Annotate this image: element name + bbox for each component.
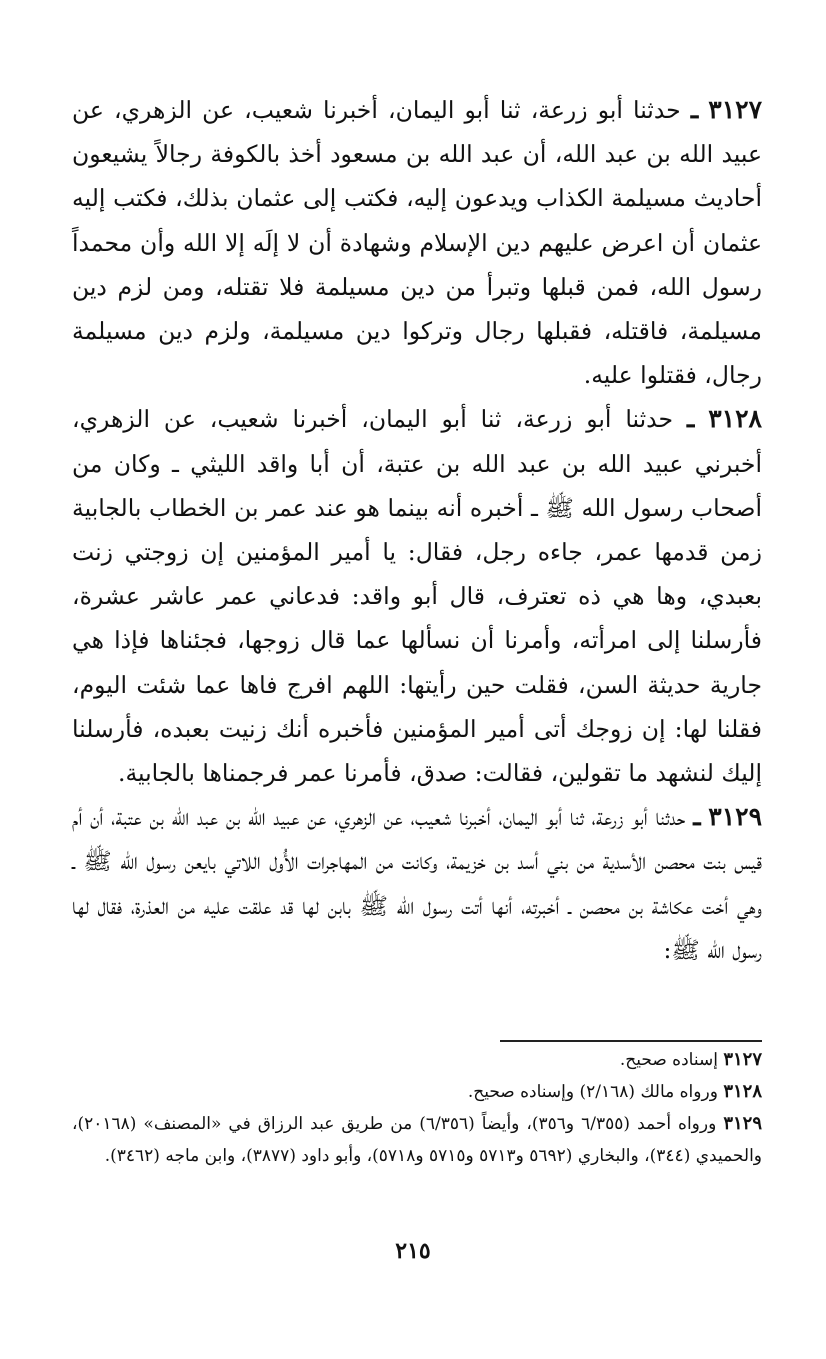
hadith-number: ٣١٢٧ [708,95,762,124]
page-number: ٢١٥ [395,1238,431,1264]
hadith-dash: ـ [693,802,701,832]
footnote-number: ٣١٢٩ [723,1113,763,1134]
footnote-text: ورواه أحمد (٦/٣٥٥ و٣٥٦)، وأيضاً (٦/٣٥٦) من طريق عبد الرزاق في «المصنف» (٢٠١٦٨)، والحميدي (٣٤٤)، والبخاري (٥٦٩٢ و٥٧١٣ و٥٧١٥ و٥٧١٨)، وأبو داود (٣٨٧٧)، وابن ماجه (٣٤٦٢). [72,1114,762,1166]
footnote-text: إسناده صحيح. [619,1050,718,1070]
footnotes [72,1044,762,1172]
hadith-text: حدثنا أبو زرعة، ثنا أبو اليمان، أخبرنا شعيب، عن الزهري، أخبرني عبيد الله بن عبد الله بن عتبة، أن أبا واقد الليثي ـ وكان من أصحاب رسول الله ﷺ ـ أخبره أنه بينما هو عند عمر بن الخطاب بالجابية زمن قدمها عمر، جاءه رجل، فقال: يا أمير المؤمنين إن زوجتي زنت بعبدي، وها هي ذه تعترف، قال أبو واقد: فدعاني عمر عاشر عشرة، فأرسلنا إلى امرأته، وأمرنا أن نسألها عما قال زوجها، فجئناها فإذا هي جارية حديثة السن، فقلت حين رأيتها: اللهم افرج فاها عما شئت اليوم، فقلنا لها: إن زوجك أتى أمير المؤمنين فأخبره أنك زنيت بعبده، فأرسلنا إليك لنشهد ما تقولين، فقالت: صدق، فأمرنا عمر فرجمناها بالجابية. [72,405,762,788]
footnote-divider [500,1040,762,1042]
footnote-number: ٣١٢٨ [723,1081,762,1102]
hadith-3128 [72,397,762,795]
hadith-3129 [72,795,762,972]
hadith-number: ٣١٢٩ [708,802,762,832]
footnote-number: ٣١٢٧ [723,1049,762,1070]
hadith-dash: ـ [690,95,699,124]
hadith-number: ٣١٢٨ [708,404,762,434]
hadith-text: حدثنا أبو زرعة، ثنا أبو اليمان، أخبرنا شعيب، عن الزهري، عن عبيد الله بن عبد الله بن عتبة، أن أم قيس بنت محصن الأسدية من بني أسد بن خزيمة، وكانت من المهاجرات الأُول اللاتي بايعن رسول الله ﷺ ـ وهي أخت عكاشة بن محصن ـ أخبرته، أنها أتت رسول الله ﷺ بابن لها قد علقت عليه من العذرة، فقال لها رسول الله ﷺ: [72,803,762,964]
footnote-text: ورواه مالك (٢/١٦٨) وإسناده صحيح. [467,1082,718,1102]
hadith-3127 [72,88,762,397]
hadith-dash: ـ [686,404,695,434]
footnote-3129 [72,1108,762,1172]
main-text [72,88,762,972]
hadith-text: حدثنا أبو زرعة، ثنا أبو اليمان، أخبرنا شعيب، عن الزهري، عن عبيد الله بن عبد الله، أن عبد الله بن مسعود أخذ بالكوفة رجالاً يشيعون أحاديث مسيلمة الكذاب ويدعون إليه، فكتب إلى عثمان بذلك، فكتب إليه عثمان أن اعرض عليهم دين الإسلام وشهادة أن لا إلَه إلا الله وأن محمداً رسول الله، فمن قبلها وتبرأ من دين مسيلمة فلا تقتله، ومن لزم دين مسيلمة، فاقتله، فقبلها رجال وتركوا دين مسيلمة، ولزم دين مسيلمة رجال، فقتلوا عليه. [72,96,762,390]
footnote-3127 [72,1044,762,1076]
footnote-3128 [72,1076,762,1108]
